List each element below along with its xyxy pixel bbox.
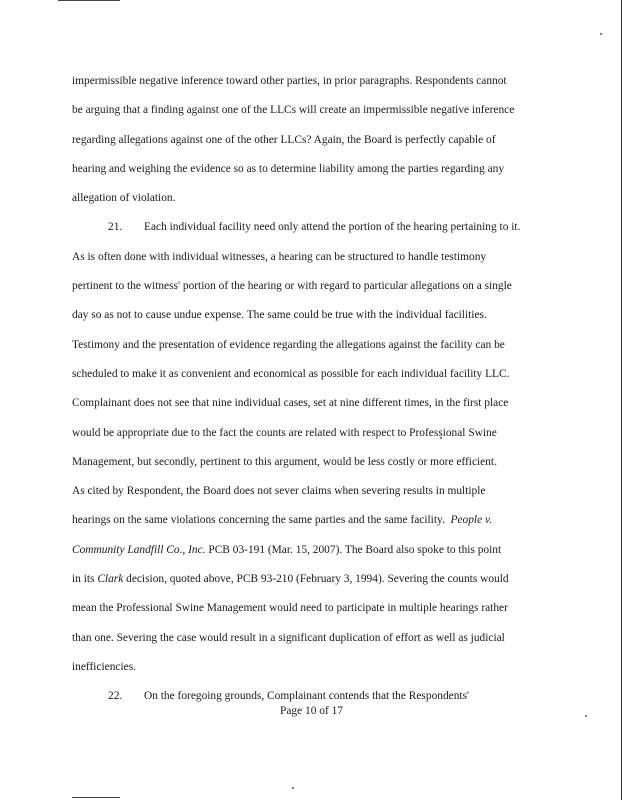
text-line: would be appropriate due to the fact the counts are related with respect to Professional Swine bbox=[72, 426, 497, 439]
text-line: be arguing that a finding against one of the LLCs will create an impermissible negative inference bbox=[72, 104, 515, 117]
text-line: inefficiencies. bbox=[72, 660, 136, 673]
scan-speck bbox=[600, 33, 602, 35]
text-line: day so as not to cause undue expense. The same could be true with the individual facilities. bbox=[72, 309, 487, 322]
text-line: pertinent to the witness' portion of the hearing or with regard to particular allegations on a single bbox=[72, 280, 512, 293]
text-line: regarding allegations against one of the other LLCs? Again, the Board is perfectly capable of bbox=[72, 133, 496, 146]
scan-edge-right bbox=[621, 0, 622, 800]
text-line: allegation of violation. bbox=[72, 192, 176, 205]
scan-edge-bottom bbox=[72, 797, 120, 798]
page-number-footer: Page 10 of 17 bbox=[280, 705, 343, 717]
case-citation: Clark bbox=[97, 573, 124, 586]
paragraph-21-first-line: 21. Each individual facility need only attend the portion of the hearing pertaining to it. bbox=[72, 213, 550, 242]
paragraph-22-first-line: 22. On the foregoing grounds, Complainant contends that the Respondents' bbox=[72, 682, 550, 711]
case-citation: Community Landfill Co., Inc. bbox=[72, 543, 206, 556]
text-line: in its Clark decision, quoted above, PCB 93-210 (February 3, 1994). Severing the counts would bbox=[72, 573, 509, 586]
text-line: mean the Professional Swine Management would need to participate in multiple hearings rather bbox=[72, 602, 508, 615]
text-line: As cited by Respondent, the Board does not sever claims when severing results in multiple bbox=[72, 485, 486, 498]
scan-edge-top bbox=[58, 0, 120, 1]
text-line: scheduled to make it as convenient and economical as possible for each individual facility LLC. bbox=[72, 367, 510, 380]
scan-speck bbox=[292, 787, 294, 789]
text-line: hearings on the same violations concerning the same parties and the same facility. People v. bbox=[72, 514, 493, 527]
text-line: Community Landfill Co., Inc. PCB 03-191 (Mar. 15, 2007). The Board also spoke to this point bbox=[72, 543, 502, 556]
body-text bbox=[72, 67, 550, 712]
text-line: hearing and weighing the evidence so as to determine liability among the parties regarding any bbox=[72, 162, 505, 175]
text-line: Management, but secondly, pertinent to this argument, would be less costly or more efficient. bbox=[72, 455, 497, 468]
text-line: Complainant does not see that nine individual cases, set at nine different times, in the first place bbox=[72, 397, 509, 410]
paragraph-number: 22. bbox=[108, 690, 123, 703]
text-line: As is often done with individual witnesses, a hearing can be structured to handle testimony bbox=[72, 250, 487, 263]
text-line: Testimony and the presentation of evidence regarding the allegations against the facility can be bbox=[72, 338, 505, 351]
text-line: than one. Severing the case would result in a significant duplication of effort as well as judicial bbox=[72, 631, 505, 644]
paragraph-number: 21. bbox=[108, 221, 123, 234]
text-line: impermissible negative inference toward other parties, in prior paragraphs. Respondents cannot bbox=[72, 75, 507, 87]
case-citation: People v. bbox=[450, 514, 493, 527]
